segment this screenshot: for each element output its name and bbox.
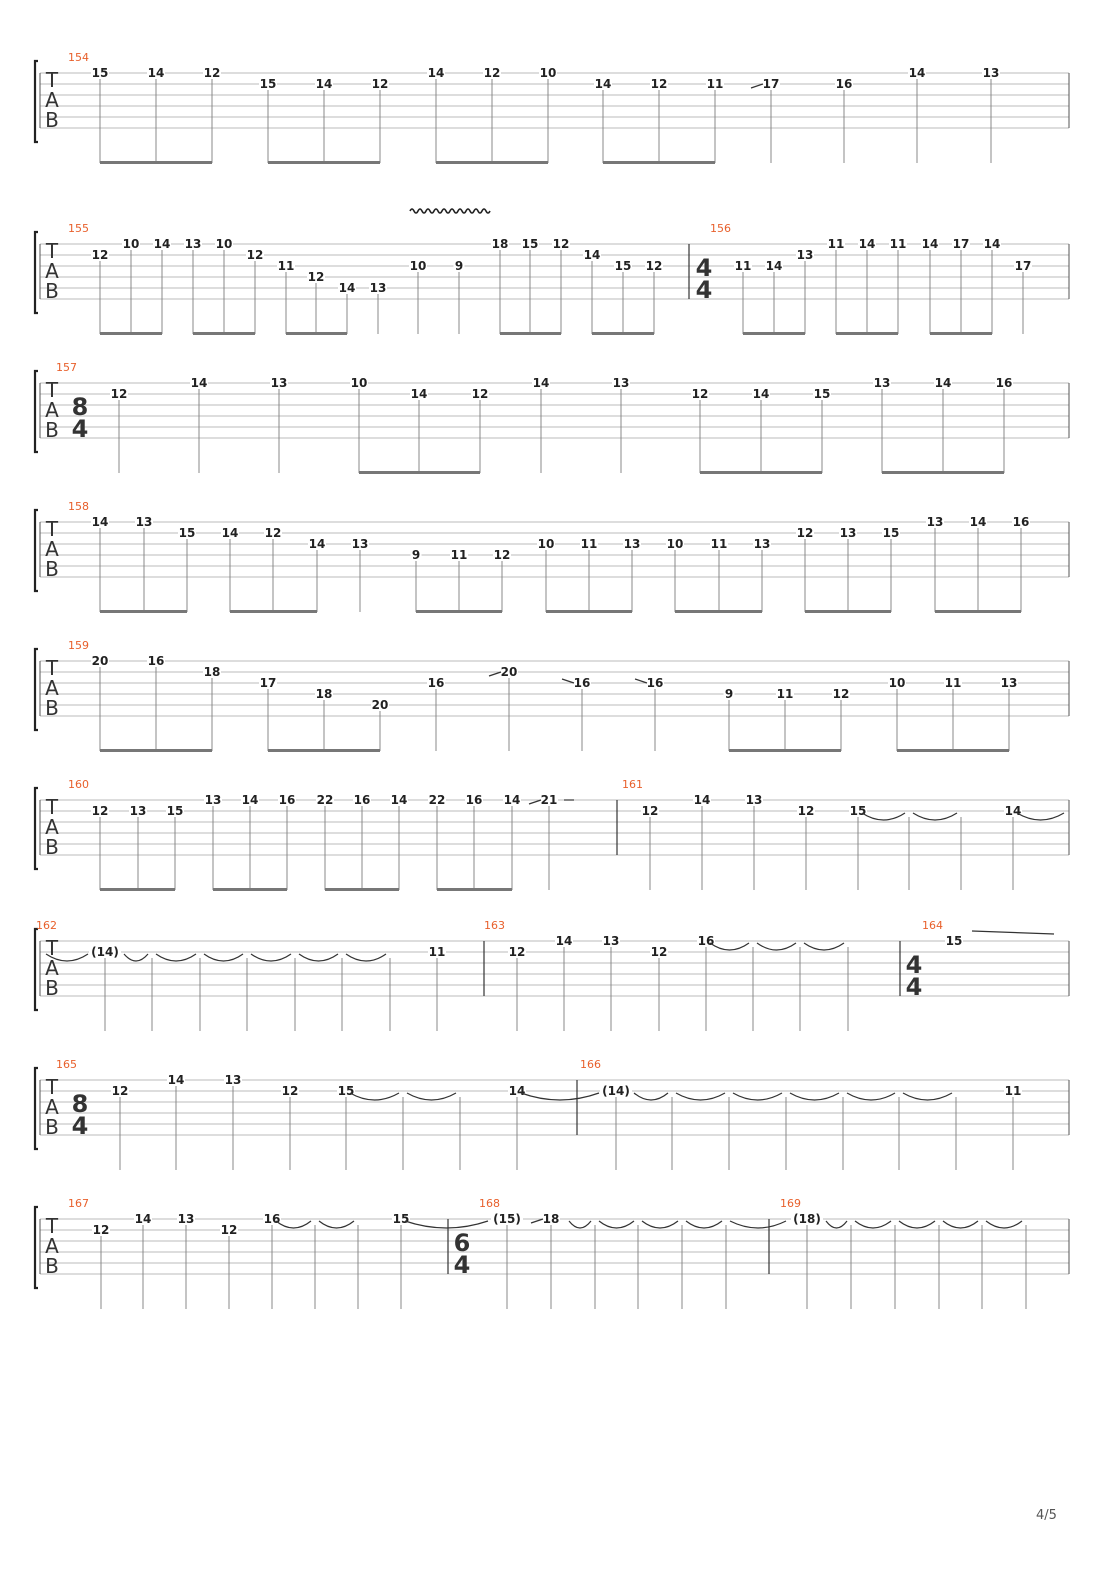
tie-arc bbox=[124, 954, 148, 961]
beam bbox=[268, 161, 380, 164]
time-signature-bottom: 4 bbox=[71, 1112, 89, 1140]
fret-number: 18 bbox=[491, 237, 509, 251]
fret-number: 13 bbox=[926, 515, 944, 529]
fret-number: 11 bbox=[706, 77, 724, 91]
fret-number: 12 bbox=[552, 237, 570, 251]
fret-number: 14 bbox=[147, 66, 165, 80]
tab-clef-letter: A bbox=[45, 537, 59, 561]
tab-clef-letter: B bbox=[45, 976, 59, 1000]
fret-number: 14 bbox=[427, 66, 445, 80]
tab-clef-letter: A bbox=[45, 88, 59, 112]
time-signature-top: 8 bbox=[71, 1090, 89, 1118]
beam bbox=[100, 332, 162, 335]
tie-arc bbox=[826, 1221, 847, 1228]
beam bbox=[675, 610, 762, 613]
fret-number: 14 bbox=[91, 515, 109, 529]
fret-number: 12 bbox=[92, 1223, 110, 1237]
fret-number: 14 bbox=[338, 281, 356, 295]
tie-arc bbox=[730, 1221, 786, 1228]
tab-clef-letter: A bbox=[45, 259, 59, 283]
slide-mark bbox=[531, 1219, 543, 1223]
time-signature-bottom: 4 bbox=[695, 276, 713, 304]
fret-number: 15 bbox=[521, 237, 539, 251]
fret-number: 14 bbox=[167, 1073, 185, 1087]
fret-number: 16 bbox=[427, 676, 445, 690]
system-bracket bbox=[35, 371, 38, 452]
fret-number: 14 bbox=[532, 376, 550, 390]
fret-number: (14) bbox=[91, 945, 119, 959]
fret-number: 14 bbox=[583, 248, 601, 262]
fret-number: 13 bbox=[177, 1212, 195, 1226]
fret-number: 12 bbox=[371, 77, 389, 91]
fret-number: 14 bbox=[752, 387, 770, 401]
time-signature-top: 8 bbox=[71, 393, 89, 421]
tie-arc bbox=[790, 1093, 839, 1100]
tie-arc bbox=[733, 1093, 782, 1100]
fret-number: 15 bbox=[337, 1084, 355, 1098]
fret-number: 14 bbox=[908, 66, 926, 80]
fret-number: 13 bbox=[753, 537, 771, 551]
tie-arc bbox=[913, 813, 957, 820]
tie-arc bbox=[405, 1221, 488, 1228]
measure-number: 166 bbox=[580, 1058, 601, 1071]
fret-number: 12 bbox=[832, 687, 850, 701]
tab-clef-letter: T bbox=[45, 656, 59, 680]
fret-number: 15 bbox=[849, 804, 867, 818]
fret-number: 12 bbox=[246, 248, 264, 262]
tab-clef-letter: T bbox=[45, 1075, 59, 1099]
beam bbox=[437, 888, 512, 891]
fret-number: 10 bbox=[888, 676, 906, 690]
fret-number: 14 bbox=[503, 793, 521, 807]
fret-number: 11 bbox=[776, 687, 794, 701]
tie-arc bbox=[757, 943, 796, 950]
fret-number: 12 bbox=[483, 66, 501, 80]
slide-mark bbox=[529, 800, 541, 804]
measure-number: 157 bbox=[56, 361, 77, 374]
fret-number: 15 bbox=[945, 934, 963, 948]
fret-number: 15 bbox=[882, 526, 900, 540]
fret-number: 17 bbox=[1014, 259, 1032, 273]
fret-number: 12 bbox=[645, 259, 663, 273]
tie-arc bbox=[350, 1093, 399, 1100]
fret-number: 13 bbox=[602, 934, 620, 948]
fret-number: 12 bbox=[641, 804, 659, 818]
fret-number: 22 bbox=[316, 793, 334, 807]
beam bbox=[359, 471, 480, 474]
beam bbox=[100, 749, 212, 752]
fret-number: 10 bbox=[666, 537, 684, 551]
fret-number: 17 bbox=[762, 77, 780, 91]
measure-number: 169 bbox=[780, 1197, 801, 1210]
fret-number: 13 bbox=[796, 248, 814, 262]
beam bbox=[213, 888, 287, 891]
fret-number: 14 bbox=[508, 1084, 526, 1098]
fret-number: 13 bbox=[204, 793, 222, 807]
fret-number: 14 bbox=[983, 237, 1001, 251]
fret-number: 10 bbox=[409, 259, 427, 273]
fret-number: 18 bbox=[315, 687, 333, 701]
fret-number: 12 bbox=[281, 1084, 299, 1098]
fret-number: 13 bbox=[184, 237, 202, 251]
slide-mark bbox=[751, 84, 763, 88]
tie-arc bbox=[204, 954, 243, 961]
fret-number: 14 bbox=[858, 237, 876, 251]
fret-number: 9 bbox=[724, 687, 734, 701]
fret-number: 14 bbox=[390, 793, 408, 807]
fret-number: 14 bbox=[693, 793, 711, 807]
fret-number: 14 bbox=[969, 515, 987, 529]
fret-number: 18 bbox=[203, 665, 221, 679]
fret-number: 9 bbox=[411, 548, 421, 562]
tie-arc bbox=[319, 1221, 354, 1228]
fret-number: 15 bbox=[166, 804, 184, 818]
fret-number: 16 bbox=[263, 1212, 281, 1226]
tab-clef-letter: A bbox=[45, 398, 59, 422]
fret-number: 16 bbox=[573, 676, 591, 690]
measure-number: 159 bbox=[68, 639, 89, 652]
fret-number: 20 bbox=[500, 665, 518, 679]
tab-clef-letter: A bbox=[45, 956, 59, 980]
fret-number: 13 bbox=[612, 376, 630, 390]
fret-number: 16 bbox=[465, 793, 483, 807]
fret-number: 10 bbox=[537, 537, 555, 551]
tie-arc bbox=[156, 954, 196, 961]
fret-number: 16 bbox=[147, 654, 165, 668]
fret-number: 21 bbox=[540, 793, 558, 807]
fret-number: 12 bbox=[91, 248, 109, 262]
fret-number: 13 bbox=[1000, 676, 1018, 690]
fret-number: 12 bbox=[307, 270, 325, 284]
tie-arc bbox=[862, 813, 905, 820]
fret-number: 11 bbox=[889, 237, 907, 251]
fret-number: 11 bbox=[827, 237, 845, 251]
fret-number: 15 bbox=[259, 77, 277, 91]
fret-number: 13 bbox=[270, 376, 288, 390]
time-signature-bottom: 4 bbox=[453, 1251, 471, 1279]
fret-number: 12 bbox=[797, 804, 815, 818]
tab-clef-letter: T bbox=[45, 1214, 59, 1238]
tab-system bbox=[35, 500, 1069, 613]
vibrato-mark bbox=[410, 209, 490, 213]
tie-arc bbox=[676, 1093, 725, 1100]
fret-number: 9 bbox=[454, 259, 464, 273]
time-signature-top: 4 bbox=[905, 951, 923, 979]
fret-number: 11 bbox=[1004, 1084, 1022, 1098]
fret-number: 16 bbox=[353, 793, 371, 807]
fret-number: 14 bbox=[134, 1212, 152, 1226]
tab-clef-letter: T bbox=[45, 378, 59, 402]
tie-arc bbox=[804, 943, 844, 950]
fret-number: 13 bbox=[873, 376, 891, 390]
system-bracket bbox=[35, 61, 38, 142]
beam bbox=[500, 332, 561, 335]
beam bbox=[805, 610, 891, 613]
tab-clef-letter: A bbox=[45, 815, 59, 839]
fret-number: 13 bbox=[135, 515, 153, 529]
fret-number: 22 bbox=[428, 793, 446, 807]
fret-number: 12 bbox=[650, 77, 668, 91]
tie-arc bbox=[855, 1221, 891, 1228]
fret-number: 16 bbox=[697, 934, 715, 948]
tab-system bbox=[35, 361, 1069, 474]
tie-arc bbox=[569, 1221, 591, 1228]
fret-number: 13 bbox=[982, 66, 1000, 80]
tie-arc bbox=[986, 1221, 1022, 1228]
beam bbox=[882, 471, 1004, 474]
fret-number: 10 bbox=[539, 66, 557, 80]
tab-clef-letter: T bbox=[45, 936, 59, 960]
tie-arc bbox=[276, 1221, 311, 1228]
beam bbox=[100, 888, 175, 891]
fret-number: 12 bbox=[796, 526, 814, 540]
time-signature-top: 4 bbox=[695, 254, 713, 282]
fret-number: 12 bbox=[264, 526, 282, 540]
fret-number: 13 bbox=[745, 793, 763, 807]
fret-number: 13 bbox=[129, 804, 147, 818]
fret-number: 11 bbox=[734, 259, 752, 273]
beam bbox=[743, 332, 805, 335]
measure-number: 161 bbox=[622, 778, 643, 791]
tab-system bbox=[35, 1058, 1069, 1170]
measure-number: 156 bbox=[710, 222, 731, 235]
fret-number: (15) bbox=[493, 1212, 521, 1226]
fret-number: 12 bbox=[203, 66, 221, 80]
fret-number: 14 bbox=[308, 537, 326, 551]
fret-number: 11 bbox=[710, 537, 728, 551]
beam bbox=[546, 610, 632, 613]
fret-number: 20 bbox=[371, 698, 389, 712]
fret-number: 12 bbox=[650, 945, 668, 959]
fret-number: 15 bbox=[392, 1212, 410, 1226]
beam bbox=[700, 471, 822, 474]
tab-clef-letter: T bbox=[45, 68, 59, 92]
beam bbox=[286, 332, 347, 335]
beam bbox=[100, 161, 212, 164]
tie-arc bbox=[710, 943, 749, 950]
fret-number: 16 bbox=[1012, 515, 1030, 529]
measure-number: 163 bbox=[484, 919, 505, 932]
beam bbox=[416, 610, 502, 613]
slide-mark bbox=[489, 672, 501, 676]
fret-number: 12 bbox=[691, 387, 709, 401]
fret-number: 12 bbox=[471, 387, 489, 401]
measure-number: 165 bbox=[56, 1058, 77, 1071]
tab-clef-letter: B bbox=[45, 1254, 59, 1278]
system-bracket bbox=[35, 788, 38, 869]
tab-clef-letter: B bbox=[45, 557, 59, 581]
tab-system bbox=[35, 919, 1069, 1031]
time-signature-bottom: 4 bbox=[905, 973, 923, 1001]
measure-number: 164 bbox=[922, 919, 943, 932]
slide-mark bbox=[562, 679, 574, 683]
tab-clef-letter: B bbox=[45, 418, 59, 442]
tie-arc bbox=[847, 1093, 895, 1100]
fret-number: 11 bbox=[580, 537, 598, 551]
beam bbox=[436, 161, 548, 164]
measure-number: 155 bbox=[68, 222, 89, 235]
beam bbox=[592, 332, 654, 335]
time-signature-bottom: 4 bbox=[71, 415, 89, 443]
beam bbox=[193, 332, 255, 335]
tab-clef-letter: T bbox=[45, 239, 59, 263]
fret-number: (18) bbox=[793, 1212, 821, 1226]
tab-system bbox=[35, 778, 1069, 891]
fret-number: 10 bbox=[215, 237, 233, 251]
beam bbox=[230, 610, 317, 613]
fret-number: 11 bbox=[428, 945, 446, 959]
fret-number: 14 bbox=[555, 934, 573, 948]
tie-arc bbox=[521, 1093, 599, 1100]
tab-system bbox=[35, 51, 1069, 164]
sustain-line bbox=[972, 931, 1054, 934]
beam bbox=[729, 749, 841, 752]
fret-number: 12 bbox=[220, 1223, 238, 1237]
fret-number: 14 bbox=[594, 77, 612, 91]
tab-clef-letter: B bbox=[45, 279, 59, 303]
fret-number: (14) bbox=[602, 1084, 630, 1098]
fret-number: 13 bbox=[839, 526, 857, 540]
system-bracket bbox=[35, 649, 38, 730]
tie-arc bbox=[251, 954, 291, 961]
fret-number: 16 bbox=[835, 77, 853, 91]
tab-clef-letter: T bbox=[45, 795, 59, 819]
tab-clef-letter: A bbox=[45, 1234, 59, 1258]
fret-number: 14 bbox=[190, 376, 208, 390]
measure-number: 160 bbox=[68, 778, 89, 791]
fret-number: 14 bbox=[153, 237, 171, 251]
tab-system bbox=[35, 639, 1069, 752]
fret-number: 20 bbox=[91, 654, 109, 668]
beam bbox=[268, 749, 380, 752]
tie-arc bbox=[1017, 813, 1064, 820]
fret-number: 15 bbox=[614, 259, 632, 273]
time-signature-top: 6 bbox=[453, 1229, 471, 1257]
fret-number: 15 bbox=[178, 526, 196, 540]
fret-number: 18 bbox=[542, 1212, 560, 1226]
tie-arc bbox=[686, 1221, 722, 1228]
tab-clef-letter: B bbox=[45, 835, 59, 859]
fret-number: 11 bbox=[450, 548, 468, 562]
measure-number: 158 bbox=[68, 500, 89, 513]
fret-number: 14 bbox=[221, 526, 239, 540]
tie-arc bbox=[899, 1221, 935, 1228]
tie-arc bbox=[299, 954, 338, 961]
system-bracket bbox=[35, 232, 38, 313]
fret-number: 13 bbox=[623, 537, 641, 551]
beam bbox=[930, 332, 992, 335]
tie-arc bbox=[634, 1093, 668, 1100]
fret-number: 10 bbox=[122, 237, 140, 251]
beam bbox=[603, 161, 715, 164]
system-bracket bbox=[35, 929, 38, 1010]
tab-clef-letter: B bbox=[45, 696, 59, 720]
system-bracket bbox=[35, 1207, 38, 1288]
fret-number: 12 bbox=[493, 548, 511, 562]
tab-clef-letter: T bbox=[45, 517, 59, 541]
fret-number: 12 bbox=[91, 804, 109, 818]
tie-arc bbox=[346, 954, 386, 961]
tab-system bbox=[35, 209, 1069, 335]
measure-number: 168 bbox=[479, 1197, 500, 1210]
fret-number: 14 bbox=[241, 793, 259, 807]
fret-number: 11 bbox=[277, 259, 295, 273]
fret-number: 17 bbox=[952, 237, 970, 251]
slide-mark bbox=[635, 679, 647, 683]
fret-number: 11 bbox=[944, 676, 962, 690]
measure-number: 162 bbox=[36, 919, 57, 932]
system-bracket bbox=[35, 510, 38, 591]
beam bbox=[100, 610, 187, 613]
fret-number: 12 bbox=[110, 387, 128, 401]
fret-number: 15 bbox=[813, 387, 831, 401]
measure-number: 154 bbox=[68, 51, 89, 64]
tie-arc bbox=[407, 1093, 456, 1100]
fret-number: 15 bbox=[91, 66, 109, 80]
beam bbox=[836, 332, 898, 335]
fret-number: 14 bbox=[921, 237, 939, 251]
fret-number: 12 bbox=[111, 1084, 129, 1098]
tab-clef-letter: A bbox=[45, 1095, 59, 1119]
beam bbox=[325, 888, 399, 891]
fret-number: 14 bbox=[315, 77, 333, 91]
system-bracket bbox=[35, 1068, 38, 1149]
fret-number: 17 bbox=[259, 676, 277, 690]
tie-arc bbox=[642, 1221, 678, 1228]
tie-arc bbox=[903, 1093, 952, 1100]
tab-clef-letter: B bbox=[45, 108, 59, 132]
tab-clef-letter: B bbox=[45, 1115, 59, 1139]
measure-number: 167 bbox=[68, 1197, 89, 1210]
fret-number: 12 bbox=[508, 945, 526, 959]
fret-number: 14 bbox=[934, 376, 952, 390]
page-number: 4/5 bbox=[1036, 1508, 1057, 1523]
beam bbox=[897, 749, 1009, 752]
fret-number: 16 bbox=[995, 376, 1013, 390]
fret-number: 10 bbox=[350, 376, 368, 390]
fret-number: 16 bbox=[278, 793, 296, 807]
fret-number: 14 bbox=[1004, 804, 1022, 818]
fret-number: 13 bbox=[369, 281, 387, 295]
fret-number: 13 bbox=[351, 537, 369, 551]
tie-arc bbox=[943, 1221, 978, 1228]
fret-number: 13 bbox=[224, 1073, 242, 1087]
fret-number: 16 bbox=[646, 676, 664, 690]
beam bbox=[935, 610, 1021, 613]
fret-number: 14 bbox=[410, 387, 428, 401]
tab-clef-letter: A bbox=[45, 676, 59, 700]
tab-system bbox=[35, 1197, 1069, 1309]
tie-arc bbox=[599, 1221, 634, 1228]
fret-number: 14 bbox=[765, 259, 783, 273]
